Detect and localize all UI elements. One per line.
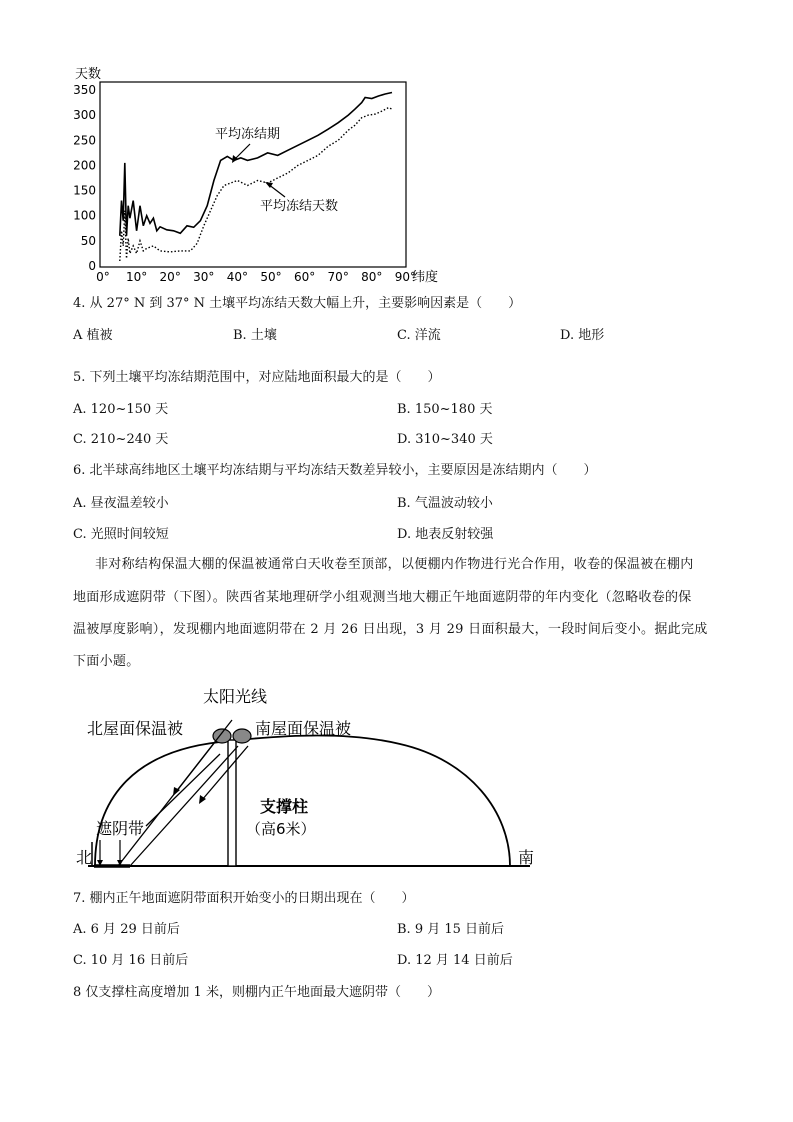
q6-option-a: A. 昼夜温差较小 xyxy=(73,496,169,511)
passage-line-3: 温被厚度影响），发现棚内地面遮阴带在 2 月 26 日出现，3 月 29 日面积最大，一段时间后变小。据此完成 xyxy=(73,622,708,637)
y-tick-label: 200 xyxy=(73,158,96,173)
passage-line-4: 下面小题。 xyxy=(73,654,140,669)
legend-freeze-days: 平均冻结天数 xyxy=(260,199,339,214)
x-tick-label: 10° xyxy=(125,270,148,284)
q4-option-b: B. 土壤 xyxy=(233,328,277,343)
q4-option-a: A 植被 xyxy=(73,328,113,343)
x-tick-label: 50° xyxy=(260,270,282,284)
sun-ray-5 xyxy=(202,746,248,800)
north-label: 北 xyxy=(76,848,93,867)
series-line-freeze-period xyxy=(120,93,392,236)
q5-option-d: D. 310~340 天 xyxy=(397,432,493,447)
sun-ray-3 xyxy=(130,746,238,866)
greenhouse-diagram xyxy=(70,682,550,874)
q6-stem: 6. 北半球高纬地区土壤平均冻结期与平均冻结天数差异较小，主要原因是冻结期内（ ） xyxy=(73,463,597,478)
x-tick-label: 90° xyxy=(394,270,417,284)
q7-option-b: B. 9 月 15 日前后 xyxy=(397,922,505,937)
x-tick-label: 80° xyxy=(361,270,383,284)
x-tick-label: 20° xyxy=(159,270,181,284)
q7-option-a: A. 6 月 29 日前后 xyxy=(73,922,180,937)
shade-label: 遮阴带 xyxy=(96,819,145,838)
q5-stem: 5. 下列土壤平均冻结期范围中，对应陆地面积最大的是（ ） xyxy=(73,370,441,385)
y-tick-label: 250 xyxy=(73,133,96,148)
y-tick-label: 0 xyxy=(88,259,96,273)
x-tick-label: 0° xyxy=(96,270,110,284)
support-pillar xyxy=(228,740,236,866)
q8-stem: 8 仅支撑柱高度增加 1 米，则棚内正午地面最大遮阴带（ ） xyxy=(73,985,440,1000)
north-quilt-label: 北屋面保温被 xyxy=(87,719,184,738)
sun-ray-4 xyxy=(146,754,220,826)
q5-option-a: A. 120~150 天 xyxy=(73,402,169,417)
south-quilt-label: 南屋面保温被 xyxy=(255,719,352,738)
plot-frame xyxy=(100,82,406,267)
q5-option-b: B. 150~180 天 xyxy=(397,402,493,417)
pillar-label: 支撑柱 xyxy=(260,797,309,816)
y-tick-label: 350 xyxy=(73,83,96,97)
south-quilt-roll xyxy=(233,729,251,743)
passage-line-1: 非对称结构保温大棚的保温被通常白天收卷至顶部，以便棚内作物进行光合作用，收卷的保温被在棚内 xyxy=(95,557,694,572)
legend-freeze-period: 平均冻结期 xyxy=(215,127,281,142)
q5-option-c: C. 210~240 天 xyxy=(73,432,169,447)
y-tick-label: 300 xyxy=(73,108,96,123)
y-tick-label: 150 xyxy=(73,183,96,198)
q4-option-c: C. 洋流 xyxy=(397,328,441,343)
q6-option-b: B. 气温波动较小 xyxy=(397,496,493,511)
x-tick-label: 30° xyxy=(193,270,215,284)
x-tick-label: 60° xyxy=(293,270,316,284)
passage-line-2: 地面形成遮阴带（下图）。陕西省某地理研学小组观测当地大棚正午地面遮阴带的年内变化（忽略收卷的保 xyxy=(73,590,692,605)
q4-stem: 4. 从 27° N 到 37° N 土壤平均冻结天数大幅上升，主要影响因素是（ ） xyxy=(73,296,522,311)
y-tick-label: 50 xyxy=(80,233,96,248)
pillar-height-label: （高6米） xyxy=(246,820,316,838)
q7-option-c: C. 10 月 16 日前后 xyxy=(73,953,189,968)
q7-stem: 7. 棚内正午地面遮阴带面积开始变小的日期出现在（ ） xyxy=(73,891,415,906)
sun-ray-label: 太阳光线 xyxy=(203,687,268,706)
q6-option-d: D. 地表反射较强 xyxy=(397,527,494,542)
q6-option-c: C. 光照时间较短 xyxy=(73,527,169,542)
q4-option-d: D. 地形 xyxy=(560,328,605,343)
q7-option-d: D. 12 月 14 日前后 xyxy=(397,953,513,968)
x-axis-label: 纬度 xyxy=(412,270,439,285)
y-axis-label: 天数 xyxy=(75,67,102,82)
x-tick-label: 40° xyxy=(226,270,249,284)
y-tick-label: 100 xyxy=(73,208,96,223)
south-label: 南 xyxy=(518,848,535,867)
frozen-soil-chart xyxy=(60,58,460,290)
x-tick-label: 70° xyxy=(327,270,349,284)
